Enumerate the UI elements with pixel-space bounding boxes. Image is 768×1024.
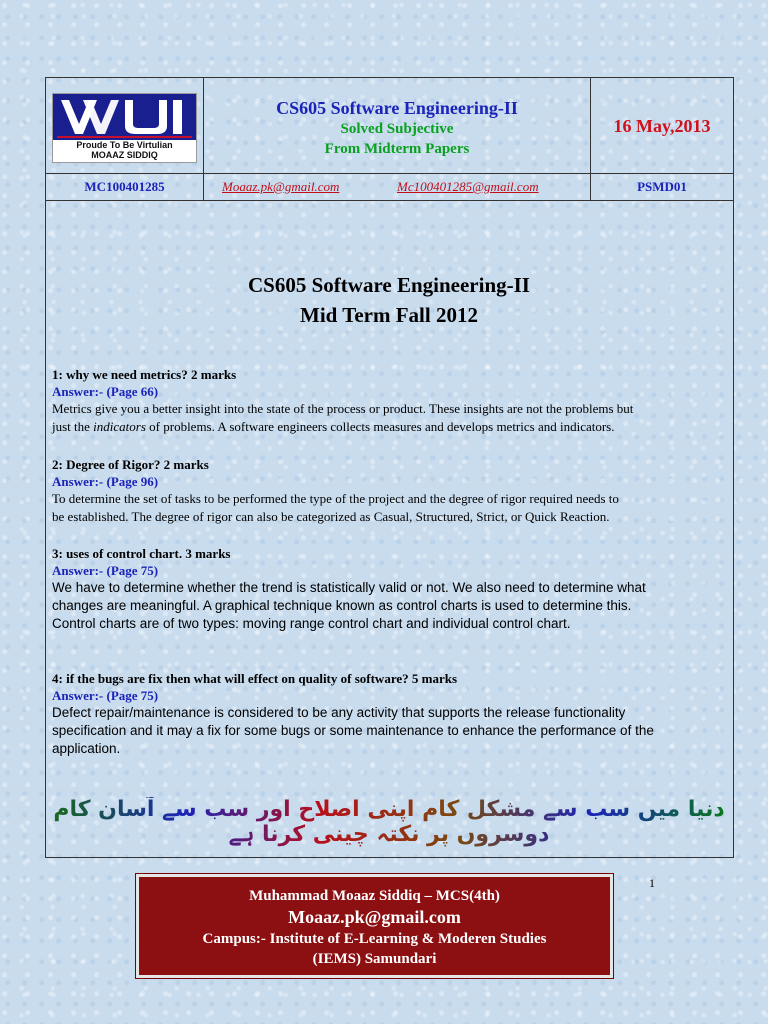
student-id-cell	[46, 173, 204, 200]
question-1	[52, 366, 728, 436]
header-row	[46, 78, 733, 174]
content	[51, 199, 727, 330]
question-text: 3: uses of control chart. 3 marks	[52, 546, 231, 561]
answer-ref: Answer:- (Page 96)	[52, 474, 159, 489]
email-link-1[interactable]: Moaaz.pk@gmail.com	[222, 179, 340, 194]
urdu-quote	[50, 797, 728, 847]
logo-tagline: Proude To Be Virtulian	[76, 140, 173, 150]
paper-code: PSMD01	[637, 179, 687, 194]
answer-ref: Answer:- (Page 75)	[52, 563, 159, 578]
date-cell	[591, 78, 733, 173]
urdu-quote-text: دنیا میں سب سے مشکل کام اپنی اصلاح اور سب سے آسان کام دوسروں پر نکتہ چینی کرنا ہے	[50, 797, 728, 847]
answer-ref: Answer:- (Page 66)	[52, 384, 159, 399]
answer-body-emphasis: indicators	[93, 419, 146, 434]
emails-cell	[204, 173, 591, 200]
footer-campus: Campus:- Institute of E-Learning & Moderen Studies	[202, 931, 547, 947]
logo-cell	[46, 78, 204, 173]
answer-body-line: Metrics give you a better insight into the state of the process or product. These insights are not the problems but	[52, 401, 634, 416]
contact-row	[46, 173, 733, 201]
vu-logo	[52, 93, 197, 163]
title-cell	[204, 78, 591, 173]
header-subtitle-1: Solved Subjective	[340, 121, 454, 137]
page-number: 1	[649, 876, 655, 890]
answer-body-line: We have to determine whether the trend is statistically valid or not. We also need to determine what	[52, 580, 646, 595]
question-text: 1: why we need metrics? 2 marks	[52, 367, 237, 382]
footer-author: Muhammad Moaaz Siddiq – MCS(4th)	[249, 888, 500, 904]
question-text: 4: if the bugs are fix then what will effect on quality of software? 5 marks	[52, 671, 458, 686]
student-id: MC100401285	[84, 179, 165, 194]
question-3	[52, 545, 728, 633]
doc-title-line-1: CS605 Software Engineering-II	[248, 273, 530, 297]
author-footer	[136, 874, 613, 978]
answer-body-line: application.	[52, 741, 121, 756]
footer-campus-city: (IEMS) Samundari	[312, 951, 437, 967]
header-date: 16 May,2013	[613, 116, 711, 136]
answer-body-line: be established. The degree of rigor can also be categorized as Casual, Structured, Strict, or Quick Reaction.	[52, 509, 610, 524]
question-text: 2: Degree of Rigor? 2 marks	[52, 457, 209, 472]
header-subtitle-2: From Midterm Papers	[324, 141, 470, 157]
answer-ref: Answer:- (Page 75)	[52, 688, 159, 703]
answer-body-line	[52, 418, 728, 436]
email-link-2[interactable]: Mc100401285@gmail.com	[397, 179, 539, 194]
answer-body-line: Control charts are of two types: moving range control chart and individual control chart.	[52, 616, 571, 631]
question-2	[52, 456, 728, 526]
answer-body-line: changes are meaningful. A graphical technique known as control charts is used to determine this.	[52, 598, 632, 613]
code-cell	[591, 173, 733, 200]
header-title: CS605 Software Engineering-II	[276, 98, 518, 118]
answer-body-segment: of problems. A software engineers collects measures and develops metrics and indicators.	[145, 419, 615, 434]
doc-title-line-2: Mid Term Fall 2012	[300, 303, 478, 327]
answer-body-segment: just the	[52, 419, 94, 434]
footer-email[interactable]: Moaaz.pk@gmail.com	[288, 907, 461, 927]
answer-body-line: Defect repair/maintenance is considered to be any activity that supports the release functionality	[52, 705, 626, 720]
logo-author: MOAAZ SIDDIQ	[91, 150, 158, 160]
answer-body-line: specification and it may a fix for some bugs or some maintenance to enhance the performance of the	[52, 723, 654, 738]
vu-logo-mark	[53, 94, 196, 140]
answer-body-line: To determine the set of tasks to be performed the type of the project and the degree of rigor required needs to	[52, 491, 619, 506]
question-4	[52, 670, 728, 758]
